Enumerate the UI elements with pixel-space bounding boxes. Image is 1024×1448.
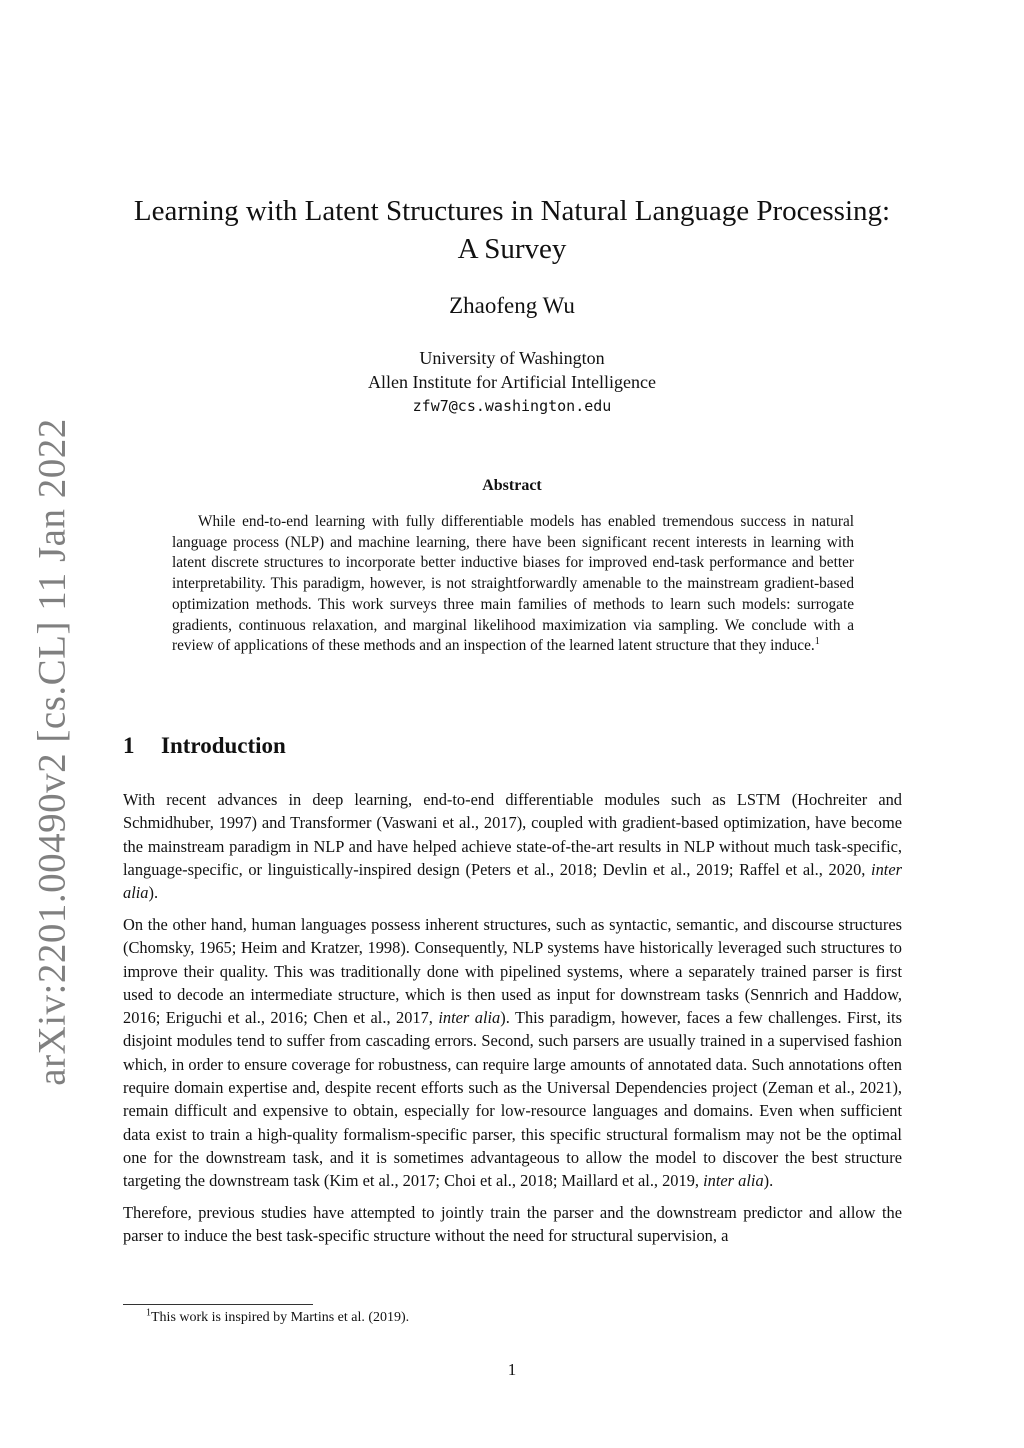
para2-italic-1: inter alia — [438, 1008, 501, 1028]
title-line-2: A Survey — [457, 233, 567, 265]
footnote — [146, 1307, 410, 1326]
paragraph-3: Therefore, previous studies have attempted to jointly train the parser and the downstream predictor and allow the parser to induce the best task-specific structure without the need for structural supervision, a — [123, 1203, 902, 1246]
para2-text-c: ). — [763, 1171, 774, 1191]
section-title: Introduction — [161, 733, 286, 758]
arxiv-stamp: arXiv:2201.00490v2 [cs.CL] 11 Jan 2022 — [30, 418, 74, 1086]
para1-text-b: ). — [148, 883, 159, 903]
para1-italic: inter alia — [123, 859, 902, 903]
footnote-mark: 1 — [146, 1307, 151, 1319]
page-number: 1 — [507, 1360, 517, 1379]
abstract-body — [172, 512, 854, 657]
para2-text-a: On the other hand, human languages possess inherent structures, such as syntactic, semantic, and discourse structures (Chomsky, 1965; Heim and Kratzer, 1998). Consequently, NLP systems have historically leveraged such structures to improve their quality. This was traditionally done with pipelined systems, where a separately trained parser is first used to decode an intermediate structure, which is then used as input for downstream tasks (Sennrich and Haddow, 2016; Eriguchi et al., 2016; Chen et al., 2017, — [123, 914, 902, 1028]
affiliation-block — [0, 346, 1024, 418]
paper-title — [0, 192, 1024, 268]
footnote-rule — [123, 1304, 313, 1305]
abstract-heading: Abstract — [482, 477, 542, 494]
author-name: Zhaofeng Wu — [449, 293, 575, 318]
introduction-body — [123, 788, 902, 1256]
affiliation-institute: Allen Institute for Artificial Intelligence — [368, 372, 656, 392]
footnote-text: This work is inspired by Martins et al. (2019). — [151, 1310, 410, 1325]
author-email: zfw7@cs.washington.edu — [412, 397, 612, 415]
paragraph-2 — [123, 913, 902, 1193]
abstract-text: While end-to-end learning with fully differentiable models has enabled tremendous success in natural language process (NLP) and machine learning, there have been significant recent interests in learning with latent discrete structures to incorporate better inductive biases for improved end-task performance and better interpretability. This paradigm, however, is not straightforwardly amenable to the mainstream gradient-based optimization methods. This work surveys three main families of methods to learn such models: surrogate gradients, continuous relaxation, and marginal likelihood maximization via sampling. We conclude with a review of applications of these methods and an inspection of the learned latent structure that they induce. — [172, 513, 854, 655]
para1-text-a: With recent advances in deep learning, end-to-end differentiable modules such as LSTM (Hochreiter and Schmidhuber, 1997) and Transformer (Vaswani et al., 2017), coupled with gradient-based optimization, have become the mainstream paradigm in NLP and have helped achieve state-of-the-art results in NLP without much task-specific, language-specific, or linguistically-inspired design (Peters et al., 2018; Devlin et al., 2019; Raffel et al., 2020, — [123, 790, 902, 879]
section-number: 1 — [123, 733, 135, 758]
para2-italic-2: inter alia — [703, 1171, 764, 1191]
affiliation-university: University of Washington — [419, 348, 605, 368]
title-line-1: Learning with Latent Structures in Natural Language Processing: — [133, 195, 891, 227]
para2-text-b: ). This paradigm, however, faces a few challenges. First, its disjoint modules tend to suffer from cascading errors. Second, such parsers are usually trained in a supervised fashion which, in order to ensure coverage for robustness, can require large amounts of annotated data. Such annotations often require domain expertise and, despite recent efforts such as the Universal Dependencies project (Zeman et al., 2021), remain difficult and expensive to obtain, especially for low-resource languages and domains. Even when sufficient data exist to train a high-quality formalism-specific parser, this specific structural formalism may not be the optimal one for the downstream task, and it is sometimes advantageous to allow the model to discover the best structure targeting the downstream task (Kim et al., 2017; Choi et al., 2018; Maillard et al., 2019, — [123, 1008, 902, 1191]
abstract-footnote-mark: 1 — [814, 636, 820, 648]
section-heading-introduction — [123, 733, 286, 759]
paragraph-1 — [123, 788, 902, 904]
